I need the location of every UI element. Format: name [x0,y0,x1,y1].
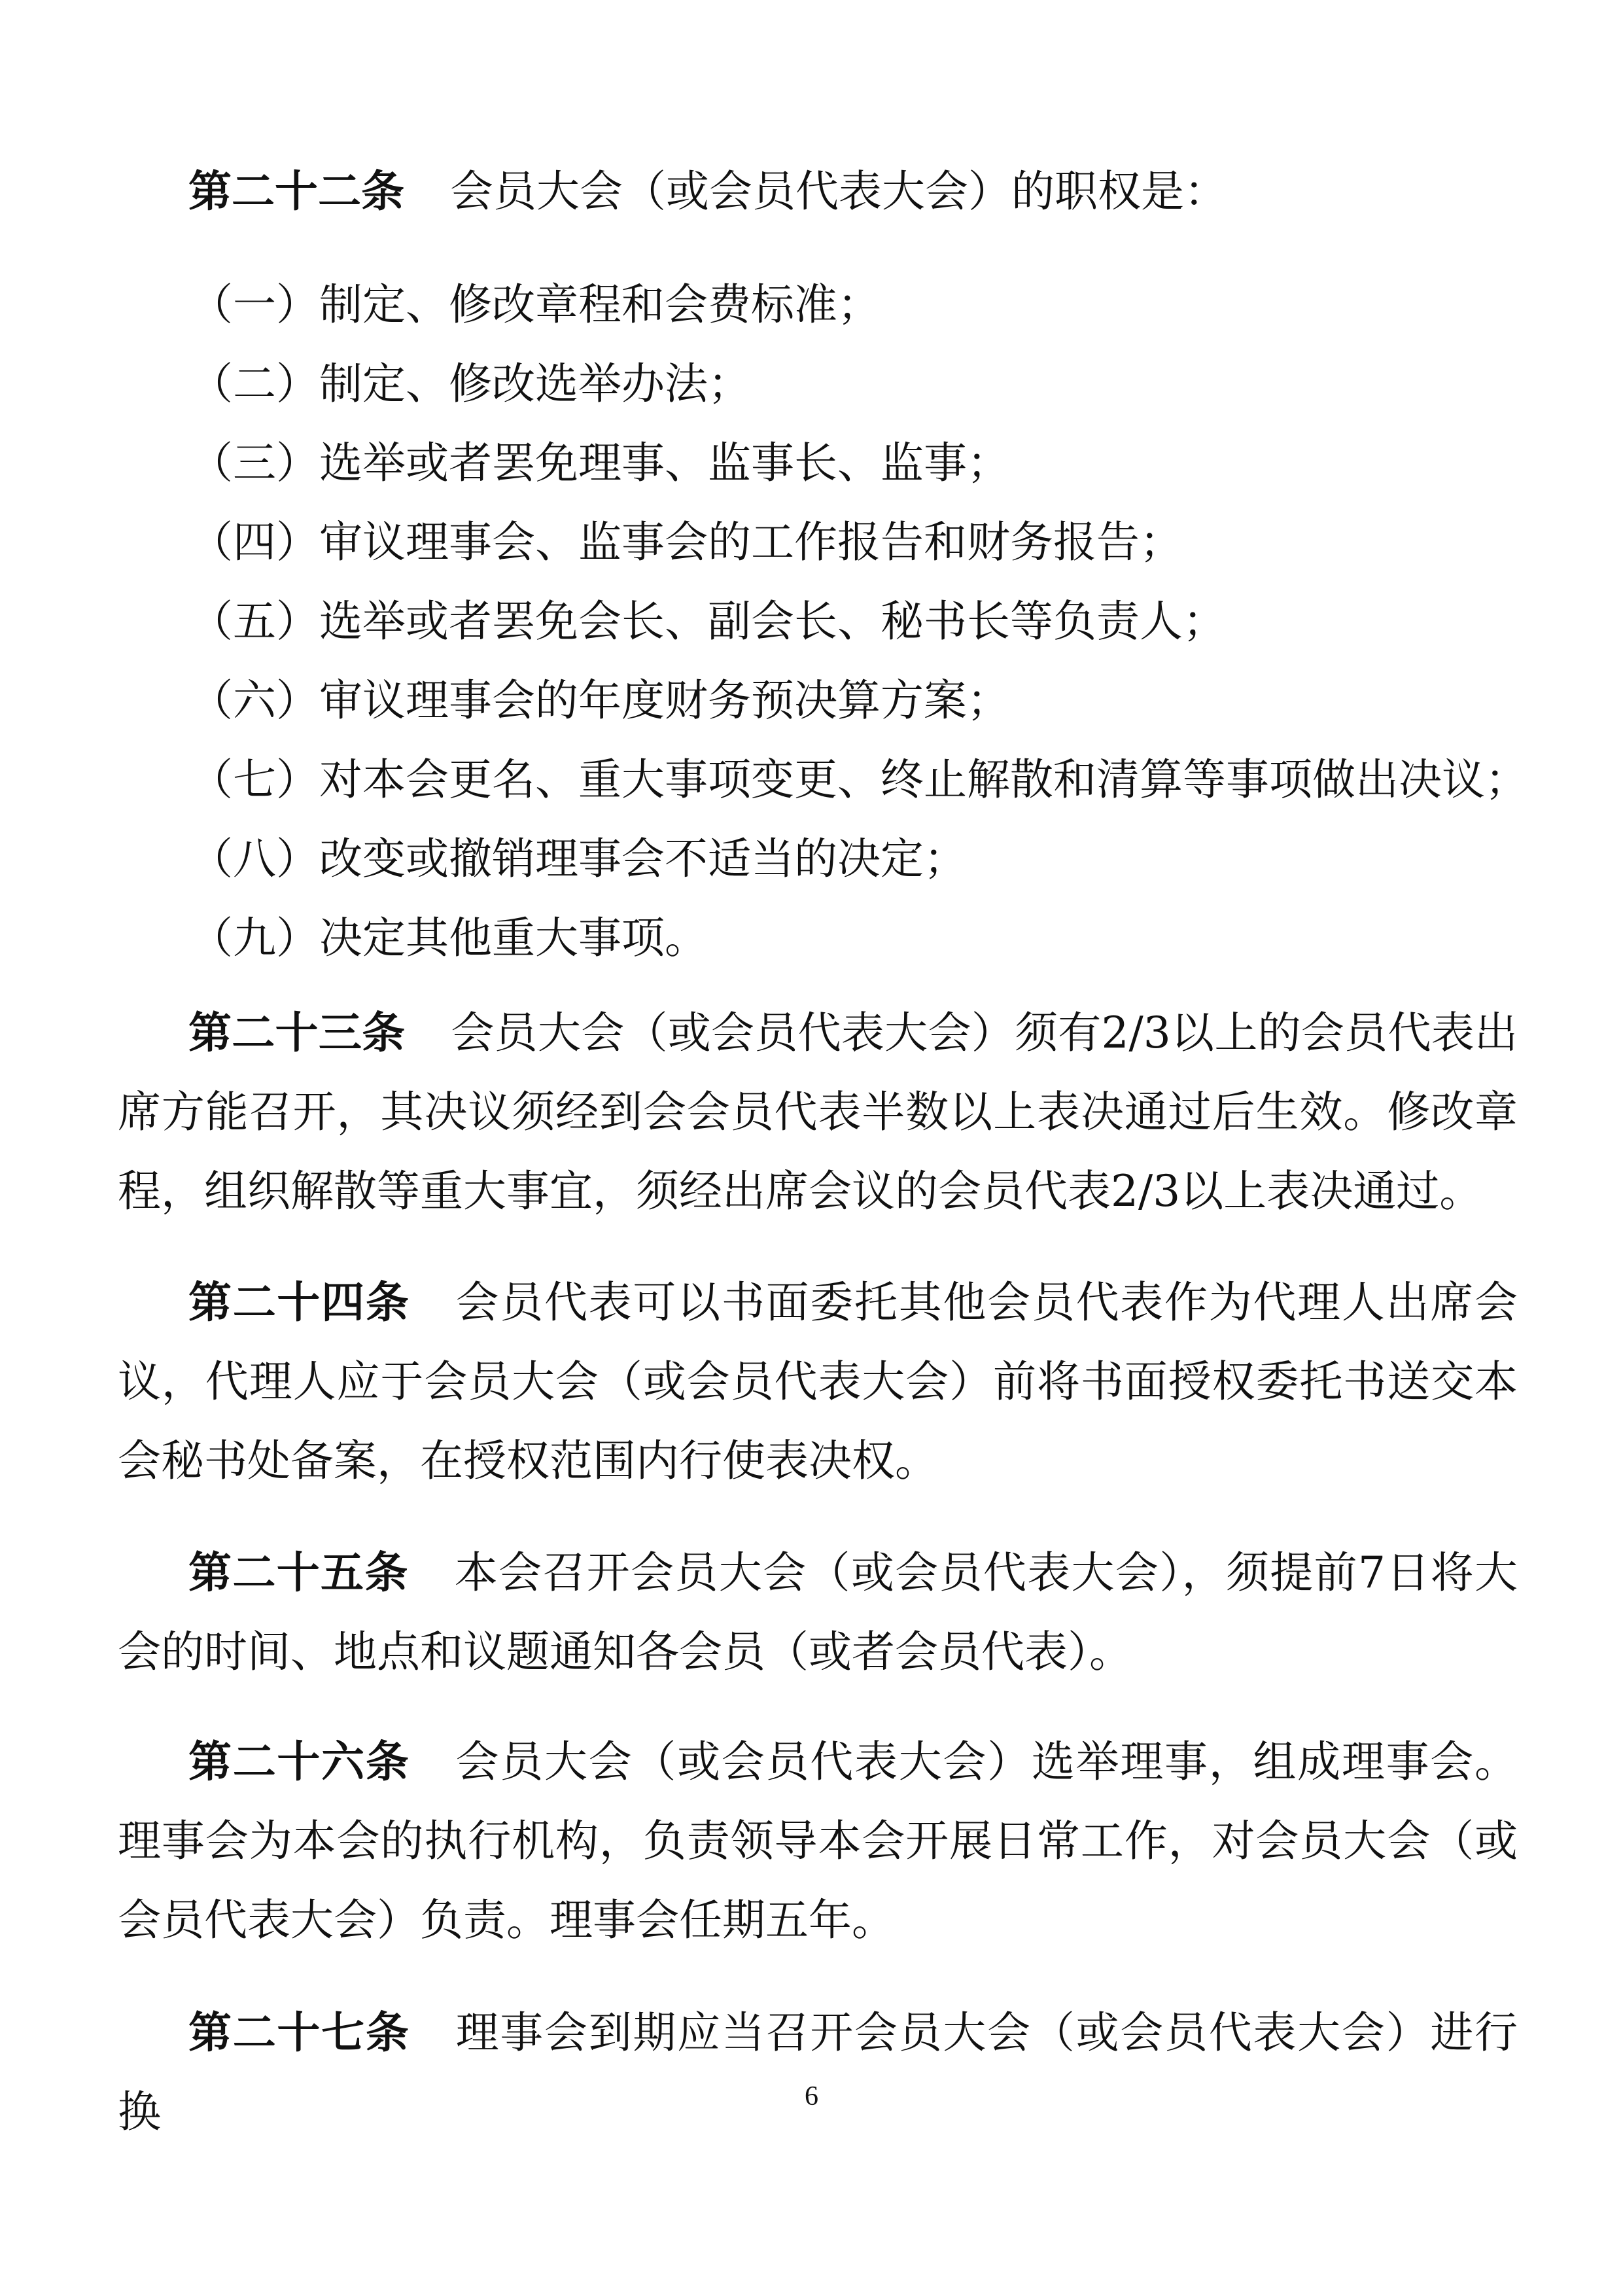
article-heading: 第二十七条 [188,2007,410,2058]
page-number: 6 [805,2081,818,2111]
list-item: （八）改变或撤销理事会不适当的决定； [190,834,967,884]
article-body: 会员代表可以书面委托其他会员代表作为代理人出席会议，代理人应于会员大会（或会员代表大会）前将书面授权委托书送交本会秘书处备案，在授权范围内行使表决权。 [118,1277,1518,1486]
list-item: （七）对本会更名、重大事项变更、终止解散和清算等事项做出决议； [190,754,1528,805]
article-body: 本会召开会员大会（或会员代表大会），须提前7日将大会的时间、地点和议题通知各会员（或者会员代表）。 [118,1547,1518,1677]
article-26 [118,1722,1518,1960]
powers-list [190,265,1531,978]
article-24 [118,1263,1518,1500]
list-item: （三）选举或者罢免理事、监事长、监事； [190,438,1010,488]
article-heading: 第二十六条 [188,1737,410,1787]
article-heading: 第二十三条 [188,1008,406,1058]
article-body: 会员大会（或会员代表大会）须有2/3以上的会员代表出席方能召开，其决议须经到会会员代表半数以上表决通过后生效。修改章程，组织解散等重大事宜，须经出席会议的会员代表2/3以上表决通过。 [118,1008,1518,1216]
list-item: （四）审议理事会、监事会的工作报告和财务报告； [190,517,1183,567]
list-item: （九）决定其他重大事项。 [190,913,708,963]
list-item: （六）审议理事会的年度财务预决算方案； [190,675,1010,726]
article-22 [118,152,1518,231]
article-heading: 第二十二条 [188,166,404,217]
article-body: 理事会到期应当召开会员大会（或会员代表大会）进行换 [118,2007,1518,2137]
article-27 [118,1993,1518,2151]
article-23 [118,993,1518,1231]
list-item: （二）制定、修改选举办法； [190,359,751,409]
article-heading: 第二十五条 [188,1547,409,1598]
article-heading: 第二十四条 [188,1277,410,1328]
list-item: （五）选举或者罢免会长、副会长、秘书长等负责人； [190,596,1226,646]
article-body: 会员大会（或会员代表大会）选举理事，组成理事会。理事会为本会的执行机构，负责领导本会开展日常工作，对会员大会（或会员代表大会）负责。理事会任期五年。 [118,1737,1518,1945]
article-body: 会员大会（或会员代表大会）的职权是： [450,166,1227,217]
list-item: （一）制定、修改章程和会费标准； [190,279,881,330]
article-25 [118,1533,1518,1691]
